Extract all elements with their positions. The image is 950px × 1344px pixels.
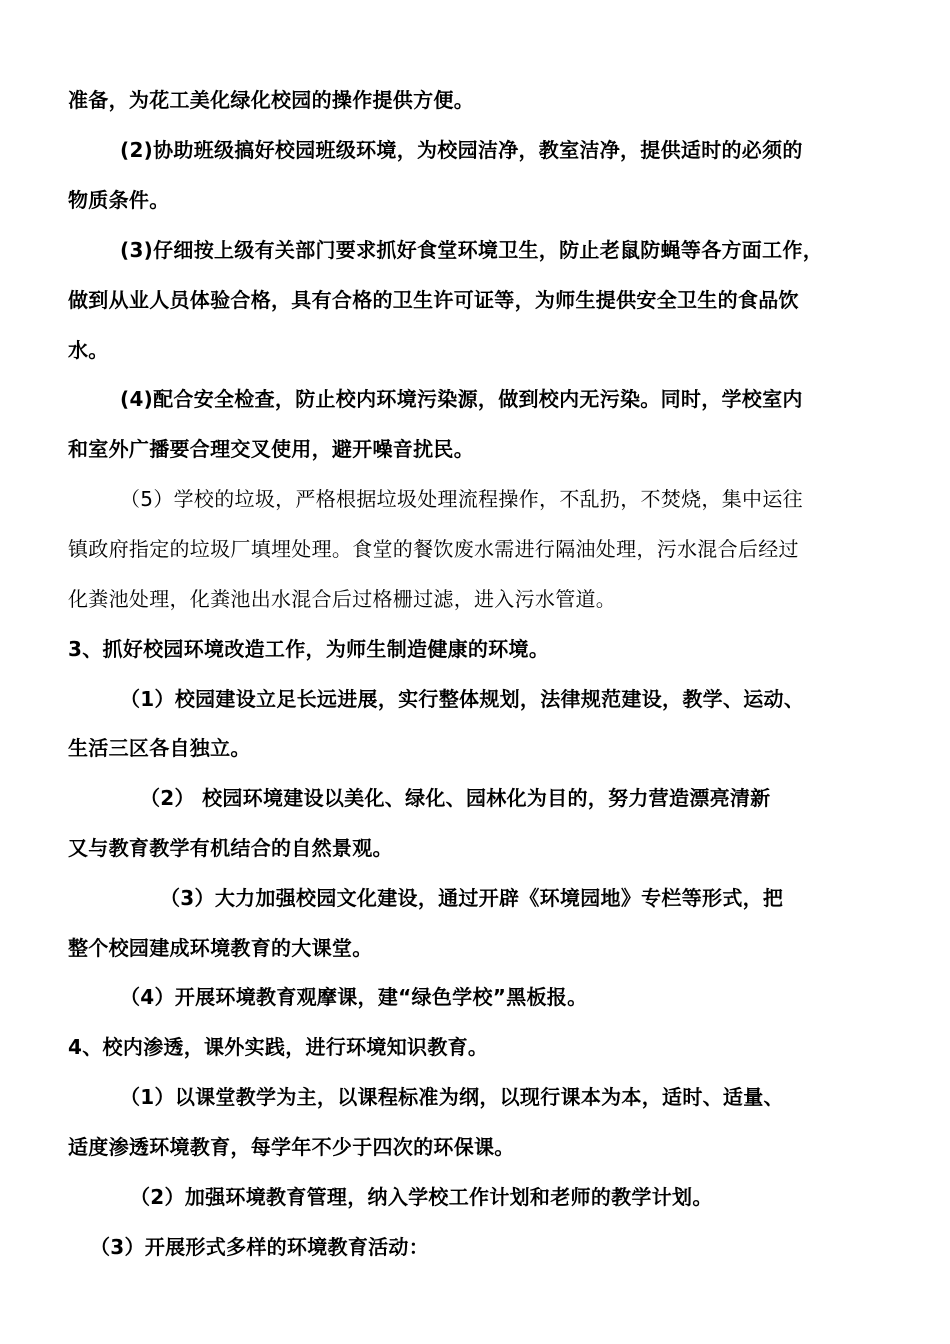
text-line: 4、校内渗透，课外实践，进行环境知识教育。 [68,1035,489,1059]
text-line: 和室外广播要合理交叉使用，避开噪音扰民。 [68,437,474,461]
text-line: 化粪池处理，化粪池出水混合后过格栅过滤，进入污水管道。 [68,587,617,611]
text-line: 物质条件。 [68,188,170,212]
text-line: 准备，为花工美化绿化校园的操作提供方便。 [68,88,474,112]
text-line: 又与教育教学有机结合的自然景观。 [68,836,393,860]
text-line: 生活三区各自独立。 [68,736,251,760]
text-line: 3、抓好校园环境改造工作，为师生制造健康的环境。 [68,637,550,661]
text-line: （5）学校的垃圾，严格根据垃圾处理流程操作，不乱扔，不焚烧，集中运往 [120,487,803,511]
text-line: （1）校园建设立足长远进展，实行整体规划，法律规范建设，教学、运动、 [120,687,805,711]
text-line: （3）开展形式多样的环境教育活动： [90,1235,430,1259]
text-line: （3）大力加强校园文化建设，通过开辟《环境园地》专栏等形式，把 [160,886,784,910]
text-line: 镇政府指定的垃圾厂填埋处理。食堂的餐饮废水需进行隔油处理，污水混合后经过 [68,537,799,561]
text-line: (2)协助班级搞好校园班级环境，为校园洁净，教室洁净，提供适时的必须的 [120,138,803,162]
text-line: （2）加强环境教育管理，纳入学校工作计划和老师的教学计划。 [130,1185,713,1209]
text-line: （2） 校园环境建设以美化、绿化、园林化为目的，努力营造漂亮清新 [140,786,771,810]
text-line: (3)仔细按上级有关部门要求抓好食堂环境卫生，防止老鼠防蝇等各方面工作， [120,238,823,262]
text-line: （1）以课堂教学为主，以课程标准为纲，以现行课本为本，适时、适量、 [120,1085,784,1109]
text-line: 适度渗透环境教育，每学年不少于四次的环保课。 [68,1135,515,1159]
text-line: （4）开展环境教育观摩课，建“绿色学校”黑板报。 [120,985,588,1009]
text-line: 水。 [68,338,109,362]
text-line: (4)配合安全检查，防止校内环境污染源，做到校内无污染。同时，学校室内 [120,387,803,411]
text-line: 做到从业人员体验合格，具有合格的卫生许可证等，为师生提供安全卫生的食品饮 [68,288,799,312]
text-line: 整个校园建成环境教育的大课堂。 [68,936,373,960]
